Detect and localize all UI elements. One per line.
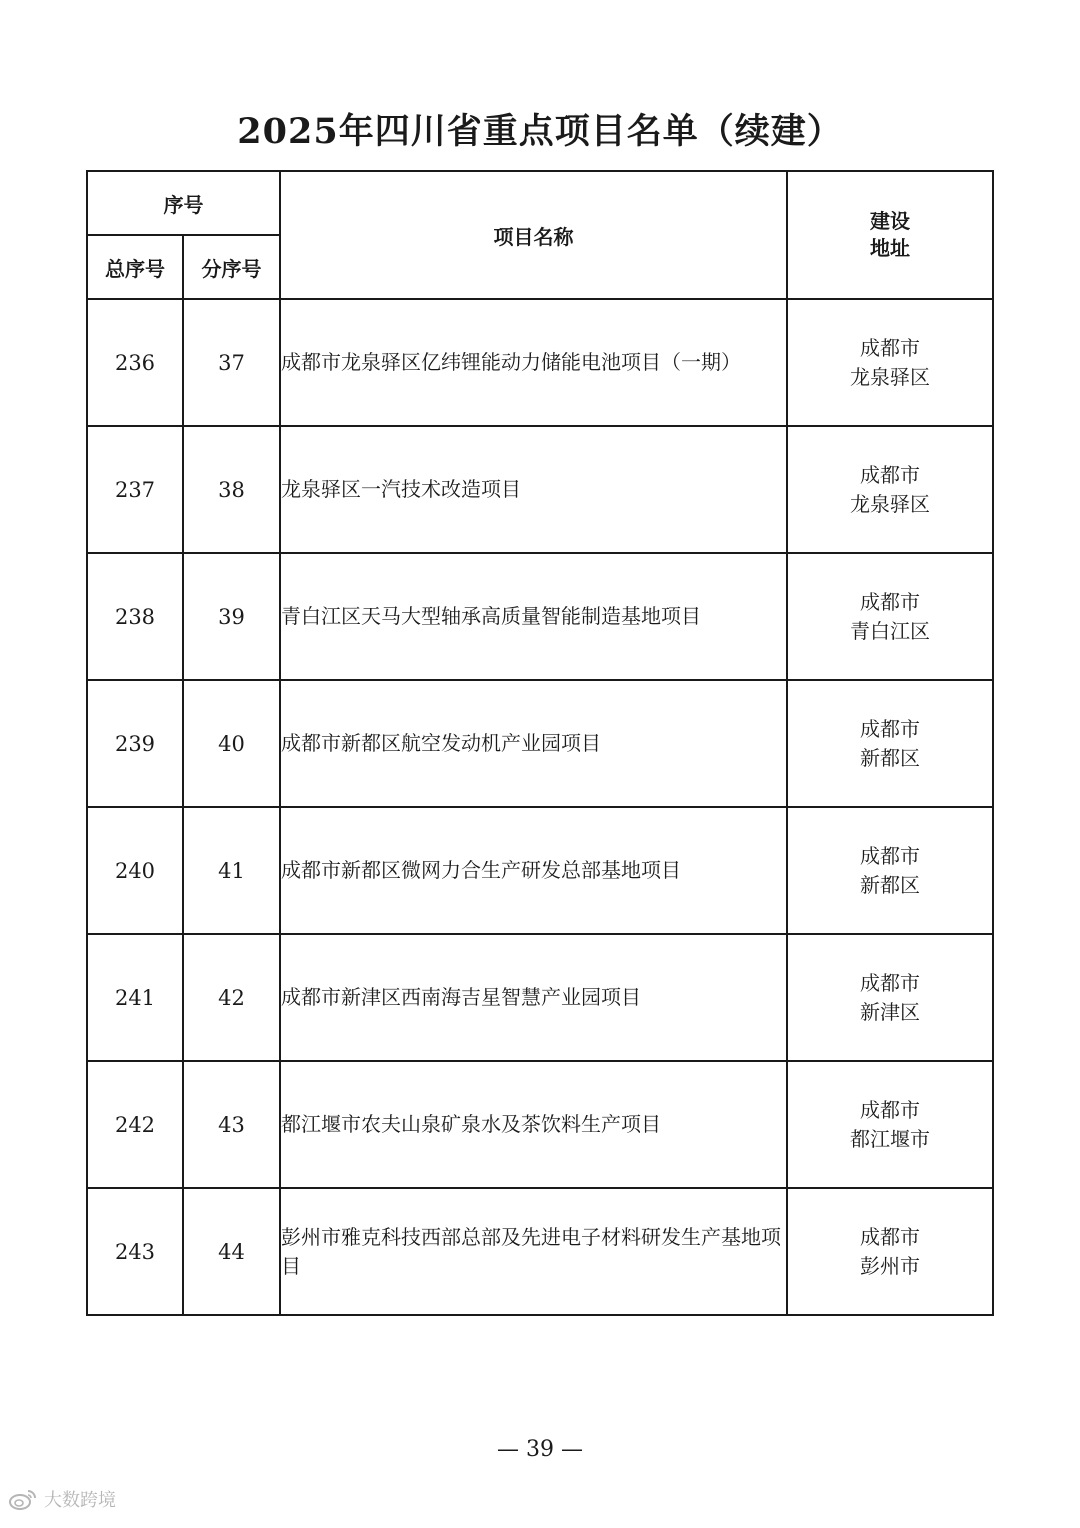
table-row xyxy=(87,934,993,1061)
page-number: — 39 — xyxy=(497,1437,583,1462)
page-title: 2025年四川省重点项目名单（续建） xyxy=(237,111,843,152)
location-city: 成都市 xyxy=(860,843,920,868)
total-serial-cell: 238 xyxy=(87,553,183,680)
table-row xyxy=(87,553,993,680)
location-district: 新都区 xyxy=(860,745,920,770)
header-location-line2: 地址 xyxy=(870,236,910,260)
sub-serial-cell: 42 xyxy=(183,934,280,1061)
sub-serial-cell: 43 xyxy=(183,1061,280,1188)
watermark-text: 大数跨境 xyxy=(44,1490,116,1511)
location-city: 成都市 xyxy=(860,1097,920,1122)
location-city: 成都市 xyxy=(860,716,920,741)
location-district: 龙泉驿区 xyxy=(850,364,930,389)
project-name-cell: 龙泉驿区一汽技术改造项目 xyxy=(280,426,787,553)
total-serial-cell: 240 xyxy=(87,807,183,934)
location-district: 彭州市 xyxy=(860,1253,920,1278)
total-serial-cell: 236 xyxy=(87,299,183,426)
header-serial-group: 序号 xyxy=(87,171,280,235)
header-location-line1: 建设 xyxy=(870,209,910,233)
sub-serial-cell: 38 xyxy=(183,426,280,553)
project-name-cell: 成都市新都区航空发动机产业园项目 xyxy=(280,680,787,807)
sub-serial-cell: 39 xyxy=(183,553,280,680)
location-city: 成都市 xyxy=(860,1224,920,1249)
location-cell xyxy=(787,934,993,1061)
header-total-serial: 总序号 xyxy=(87,235,183,299)
location-cell xyxy=(787,553,993,680)
weibo-logo-icon xyxy=(8,1488,38,1510)
table-row xyxy=(87,1188,993,1315)
table-row xyxy=(87,1061,993,1188)
location-city: 成都市 xyxy=(860,970,920,995)
total-serial-cell: 242 xyxy=(87,1061,183,1188)
project-name-cell: 彭州市雅克科技西部总部及先进电子材料研发生产基地项目 xyxy=(280,1188,787,1315)
project-name-cell: 成都市新津区西南海吉星智慧产业园项目 xyxy=(280,934,787,1061)
table-body xyxy=(87,299,993,1315)
location-city: 成都市 xyxy=(860,335,920,360)
sub-serial-cell: 37 xyxy=(183,299,280,426)
total-serial-cell: 241 xyxy=(87,934,183,1061)
location-district: 龙泉驿区 xyxy=(850,491,930,516)
project-name-cell: 都江堰市农夫山泉矿泉水及茶饮料生产项目 xyxy=(280,1061,787,1188)
projects-table xyxy=(86,170,994,1316)
location-district: 新都区 xyxy=(860,872,920,897)
total-serial-cell: 239 xyxy=(87,680,183,807)
project-name-cell: 青白江区天马大型轴承高质量智能制造基地项目 xyxy=(280,553,787,680)
table-row xyxy=(87,299,993,426)
location-cell xyxy=(787,299,993,426)
project-name-cell: 成都市龙泉驿区亿纬锂能动力储能电池项目（一期） xyxy=(280,299,787,426)
header-project-name: 项目名称 xyxy=(280,171,787,299)
total-serial-cell: 243 xyxy=(87,1188,183,1315)
table-row xyxy=(87,426,993,553)
project-name-cell: 成都市新都区微网力合生产研发总部基地项目 xyxy=(280,807,787,934)
location-district: 新津区 xyxy=(860,999,920,1024)
header-sub-serial: 分序号 xyxy=(183,235,280,299)
sub-serial-cell: 40 xyxy=(183,680,280,807)
location-cell xyxy=(787,1061,993,1188)
location-cell xyxy=(787,807,993,934)
location-district: 都江堰市 xyxy=(850,1126,930,1151)
table-row xyxy=(87,680,993,807)
sub-serial-cell: 41 xyxy=(183,807,280,934)
location-cell xyxy=(787,1188,993,1315)
sub-serial-cell: 44 xyxy=(183,1188,280,1315)
location-cell xyxy=(787,426,993,553)
total-serial-cell: 237 xyxy=(87,426,183,553)
watermark xyxy=(8,1486,116,1512)
location-district: 青白江区 xyxy=(850,618,930,643)
location-city: 成都市 xyxy=(860,462,920,487)
location-cell xyxy=(787,680,993,807)
header-location xyxy=(787,171,993,299)
location-city: 成都市 xyxy=(860,589,920,614)
table-row xyxy=(87,807,993,934)
